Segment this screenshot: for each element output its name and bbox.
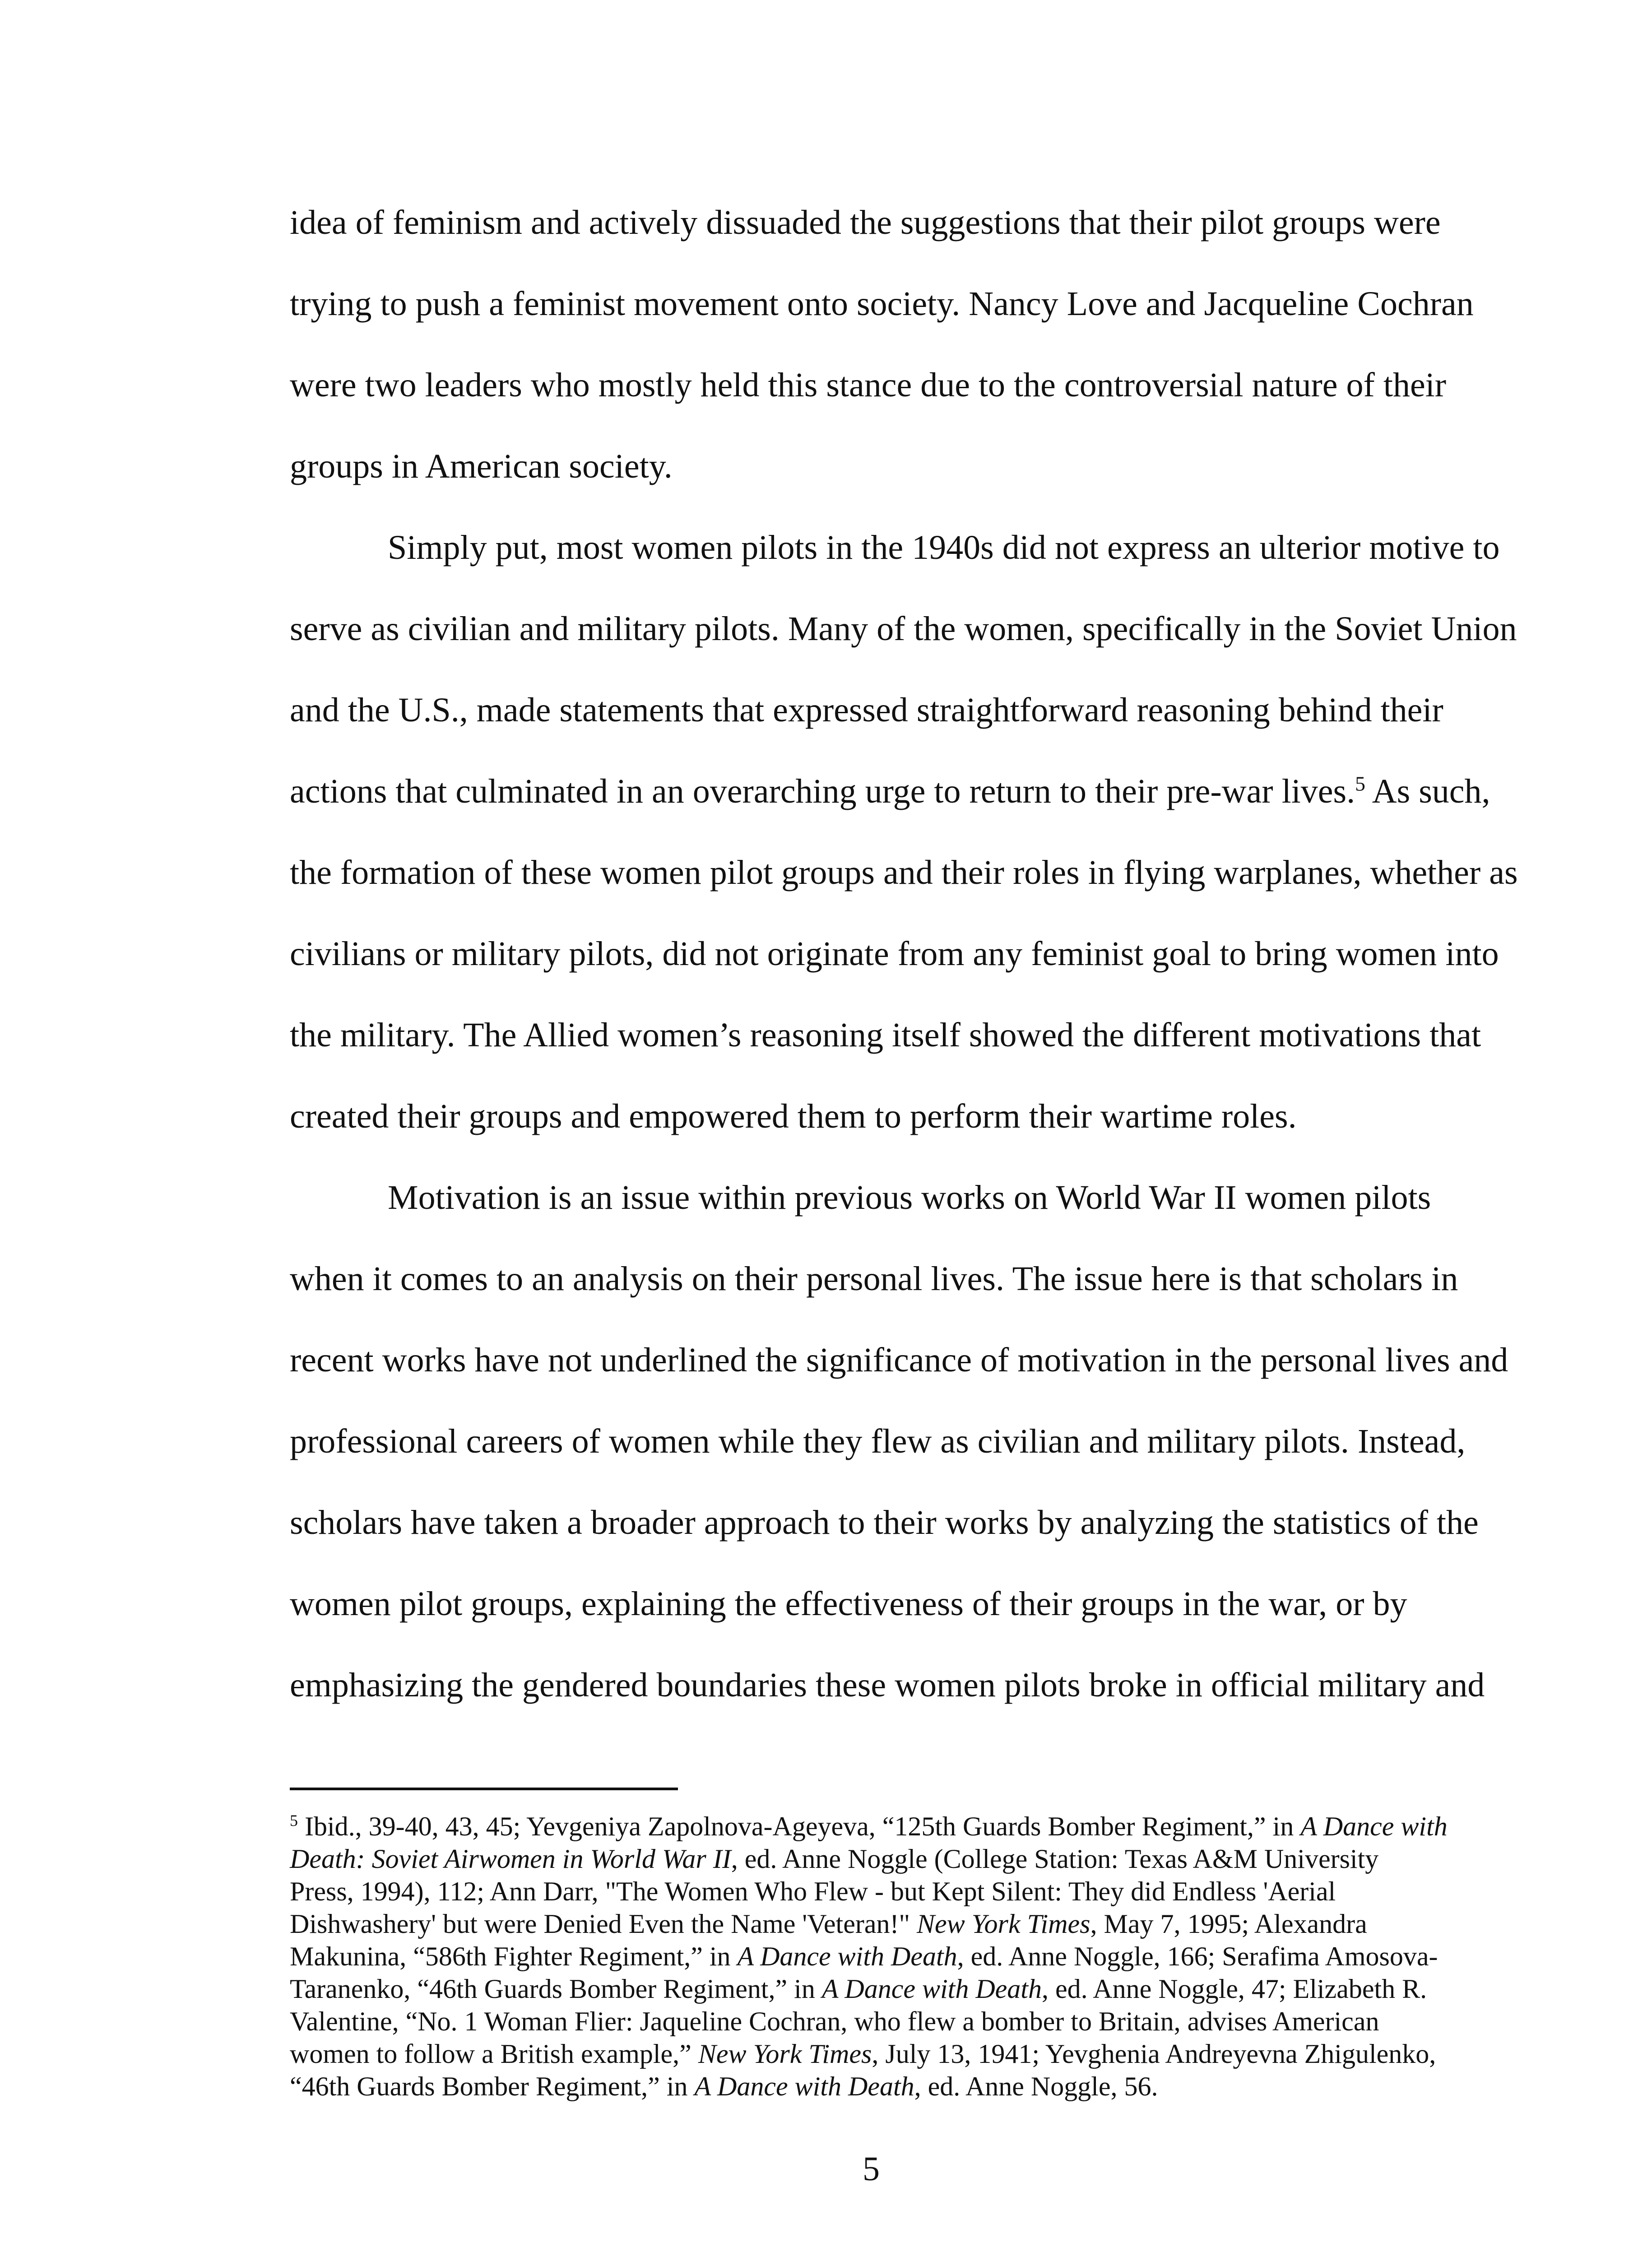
footnote-line: Valentine, “No. 1 Woman Flier: Jaqueline Cochran, who flew a bomber to Britain, advises American bbox=[290, 2006, 1379, 2036]
body-line: serve as civilian and military pilots. Many of the women, specifically in the Soviet Union bbox=[290, 610, 1517, 648]
body-line: scholars have taken a broader approach to their works by analyzing the statistics of the bbox=[290, 1504, 1479, 1542]
footnote-reference[interactable]: 5 bbox=[1355, 772, 1365, 795]
body-line-text: actions that culminated in an overarching urge to return to their pre-war lives. bbox=[290, 772, 1355, 810]
footnote-text: , ed. Anne Noggle (College Station: Texas A&M University bbox=[731, 1844, 1379, 1874]
footnote-text: women to follow a British example,” bbox=[290, 2039, 698, 2069]
body-line: women pilot groups, explaining the effectiveness of their groups in the war, or by bbox=[290, 1585, 1407, 1623]
footnote-text: Makunina, “586th Fighter Regiment,” in bbox=[290, 1941, 738, 1971]
body-line: the formation of these women pilot groups and their roles in flying warplanes, whether as bbox=[290, 854, 1518, 892]
body-line: trying to push a feminist movement onto society. Nancy Love and Jacqueline Cochran bbox=[290, 285, 1474, 323]
body-line-with-footnote-ref bbox=[290, 771, 1490, 812]
body-line: were two leaders who mostly held this stance due to the controversial nature of their bbox=[290, 366, 1447, 404]
footnote-text: Dishwashery' but were Denied Even the Name 'Veteran!" bbox=[290, 1909, 917, 1939]
footnote-line bbox=[290, 1940, 1438, 1973]
body-line-tail: As such, bbox=[1365, 772, 1490, 810]
footnote-italic-title: A Dance with Death bbox=[694, 2071, 914, 2101]
footnote-text: , July 13, 1941; Yevghenia Andreyevna Zhigulenko, bbox=[872, 2039, 1436, 2069]
body-line: and the U.S., made statements that expressed straightforward reasoning behind their bbox=[290, 691, 1443, 729]
footnote-line bbox=[290, 1973, 1427, 2005]
footnote-italic-title: A Dance with Death bbox=[821, 1974, 1042, 2004]
body-line: civilians or military pilots, did not originate from any feminist goal to bring women into bbox=[290, 935, 1499, 973]
body-line: when it comes to an analysis on their personal lives. The issue here is that scholars in bbox=[290, 1260, 1458, 1298]
footnote-text: , May 7, 1995; Alexandra bbox=[1090, 1909, 1367, 1939]
footnote-italic-title: New York Times bbox=[698, 2039, 872, 2069]
footnote-text: Taranenko, “46th Guards Bomber Regiment,” in bbox=[290, 1974, 822, 2004]
footnote-text: , ed. Anne Noggle, 166; Serafima Amosova- bbox=[957, 1941, 1438, 1971]
footnote-separator bbox=[290, 1788, 678, 1790]
footnote-italic-title: New York Times bbox=[916, 1909, 1091, 1939]
body-line: idea of feminism and actively dissuaded the suggestions that their pilot groups were bbox=[290, 204, 1441, 241]
body-line: professional careers of women while they flew as civilian and military pilots. Instead, bbox=[290, 1422, 1466, 1460]
body-line: groups in American society. bbox=[290, 447, 673, 485]
page-number: 5 bbox=[863, 2150, 880, 2188]
footnote-text: Ibid., 39-40, 43, 45; Yevgeniya Zapolnova-Ageyeva, “125th Guards Bomber Regiment,” in bbox=[298, 1811, 1301, 1841]
footnote-italic-title: Death: Soviet Airwomen in World War II bbox=[290, 1844, 731, 1874]
body-line: the military. The Allied women’s reasoning itself showed the different motivations that bbox=[290, 1016, 1481, 1054]
footnote-line bbox=[290, 1810, 1448, 1843]
footnote-line: Press, 1994), 112; Ann Darr, "The Women Who Flew - but Kept Silent: They did Endless 'Aerial bbox=[290, 1876, 1336, 1906]
paragraph-start-line: Simply put, most women pilots in the 1940s did not express an ulterior motive to bbox=[388, 529, 1500, 567]
footnote-line bbox=[290, 2038, 1436, 2070]
body-line: emphasizing the gendered boundaries these women pilots broke in official military and bbox=[290, 1666, 1485, 1704]
body-line: created their groups and empowered them to perform their wartime roles. bbox=[290, 1097, 1297, 1135]
footnote-text: “46th Guards Bomber Regiment,” in bbox=[290, 2071, 695, 2101]
body-line: recent works have not underlined the significance of motivation in the personal lives and bbox=[290, 1341, 1508, 1379]
paragraph-start-line: Motivation is an issue within previous works on World War II women pilots bbox=[388, 1179, 1431, 1217]
footnote-italic-title: A Dance with Death bbox=[737, 1941, 957, 1971]
footnote-text: , ed. Anne Noggle, 47; Elizabeth R. bbox=[1041, 1974, 1427, 2004]
footnote-italic-title: A Dance with bbox=[1300, 1811, 1448, 1841]
footnote-line bbox=[290, 2070, 1158, 2103]
footnote-line bbox=[290, 1908, 1367, 1940]
footnote-marker: 5 bbox=[290, 1811, 298, 1830]
footnote-line bbox=[290, 1843, 1378, 1875]
footnote-text: , ed. Anne Noggle, 56. bbox=[914, 2071, 1158, 2101]
